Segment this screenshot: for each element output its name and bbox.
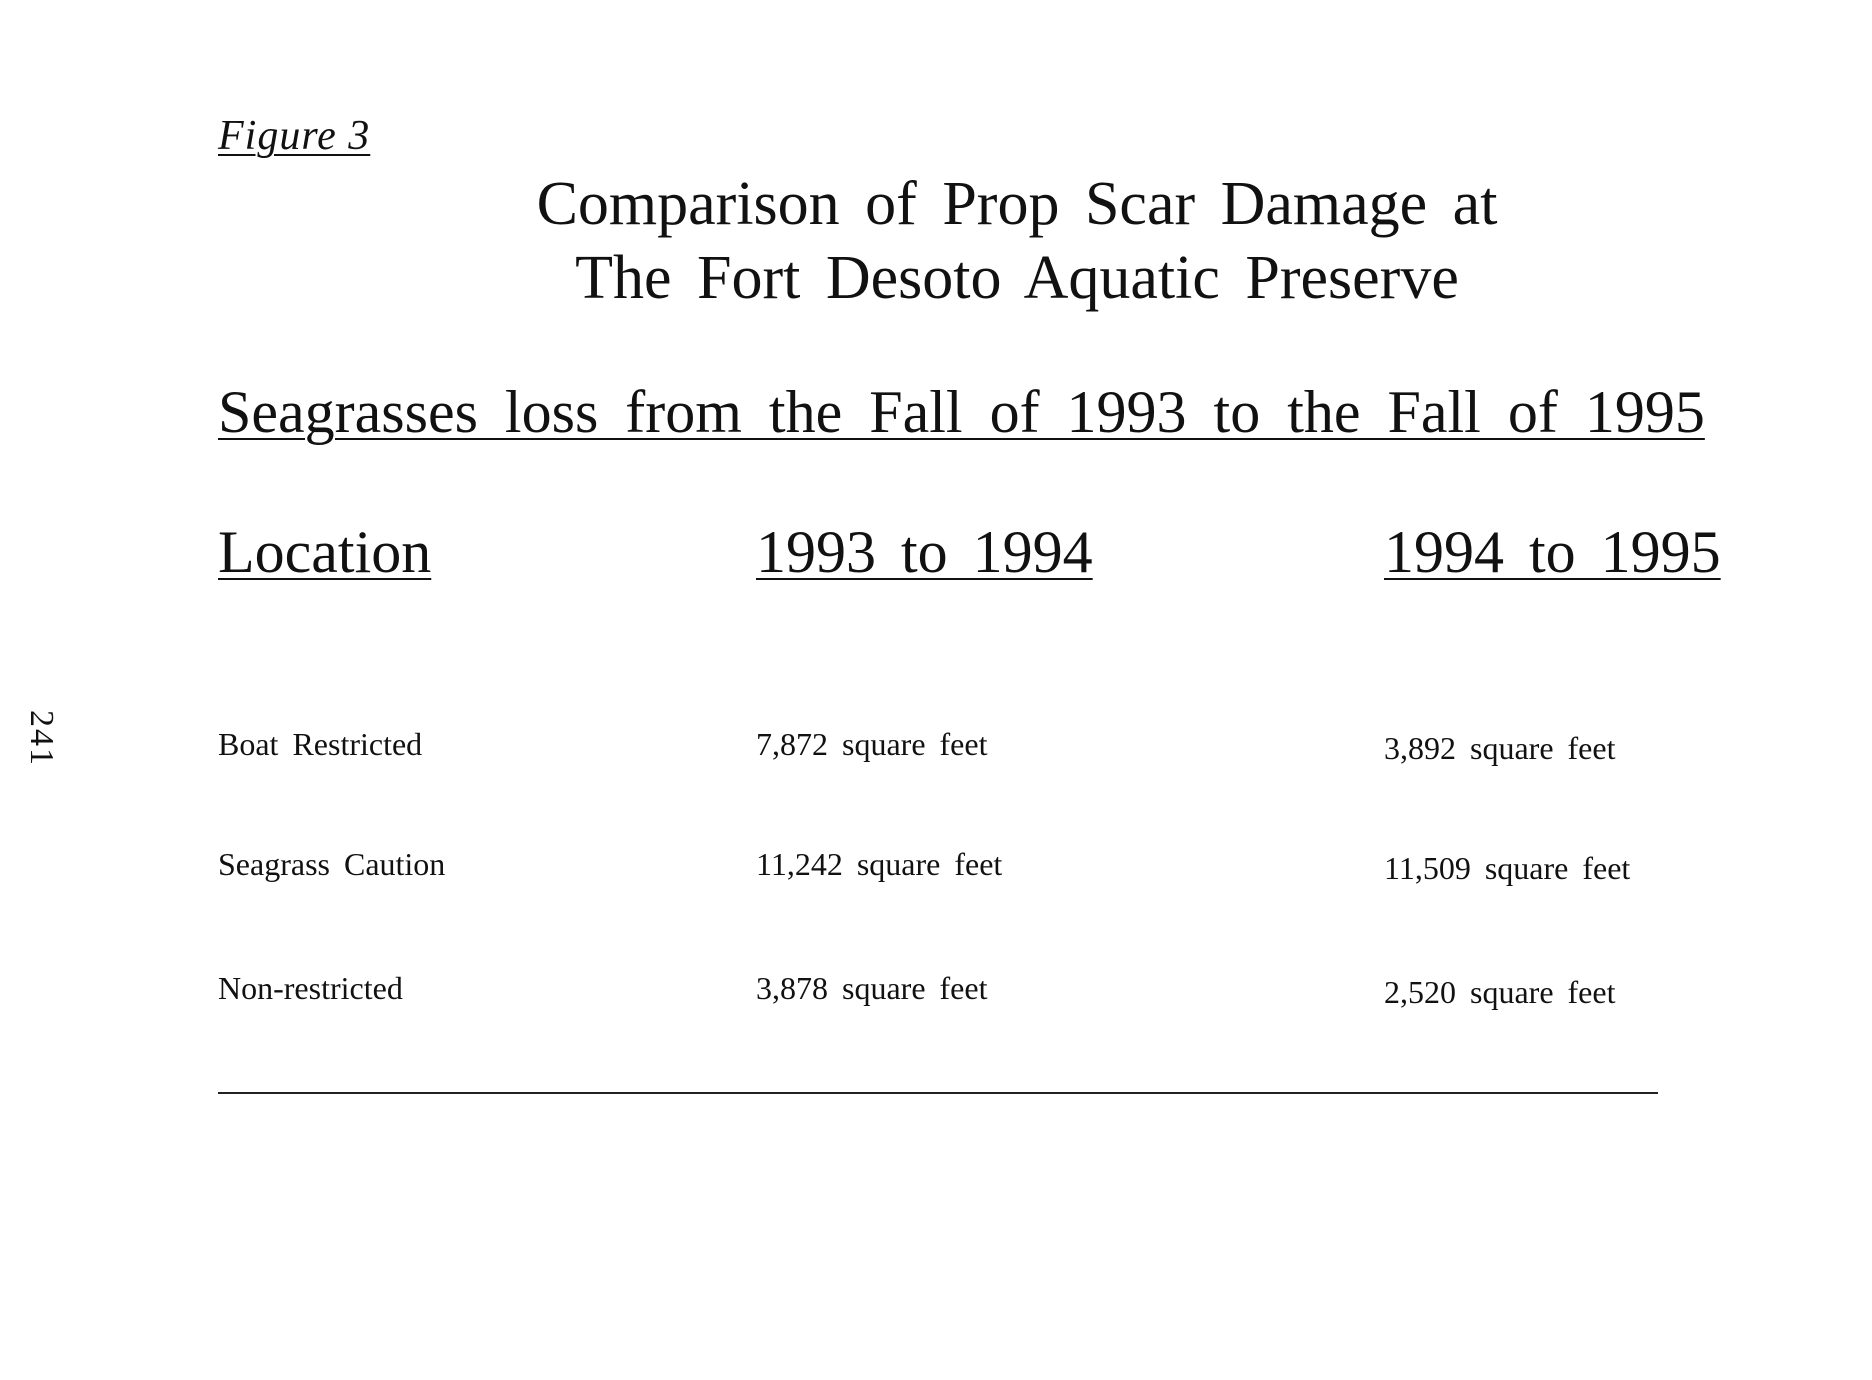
- column-header-1993-1994: 1993 to 1994: [756, 519, 1093, 585]
- row-value-1994-1995: 3,892 square feet: [1384, 730, 1616, 766]
- row-value-1993-1994: 7,872 square feet: [756, 726, 988, 762]
- row-value-1993-1994: 3,878 square feet: [756, 970, 988, 1006]
- row-location: Seagrass Caution: [218, 846, 446, 882]
- table-subtitle: Seagrasses loss from the Fall of 1993 to the Fall of 1995: [218, 379, 1705, 445]
- row-value-1994-1995: 11,509 square feet: [1384, 850, 1631, 886]
- row-location: Non-restricted: [218, 970, 403, 1006]
- table-bottom-rule: [218, 1092, 1658, 1094]
- figure-label: Figure 3: [218, 113, 371, 159]
- column-header-1994-1995: 1994 to 1995: [1384, 519, 1721, 585]
- page-number: 241: [23, 710, 60, 767]
- row-value-1993-1994: 11,242 square feet: [756, 846, 1003, 882]
- column-header-location: Location: [218, 519, 432, 585]
- row-value-1994-1995: 2,520 square feet: [1384, 974, 1616, 1010]
- row-location: Boat Restricted: [218, 726, 423, 762]
- figure-title-line-1: Comparison of Prop Scar Damage at: [536, 170, 1498, 238]
- figure-title-line-2: The Fort Desoto Aquatic Preserve: [575, 244, 1459, 312]
